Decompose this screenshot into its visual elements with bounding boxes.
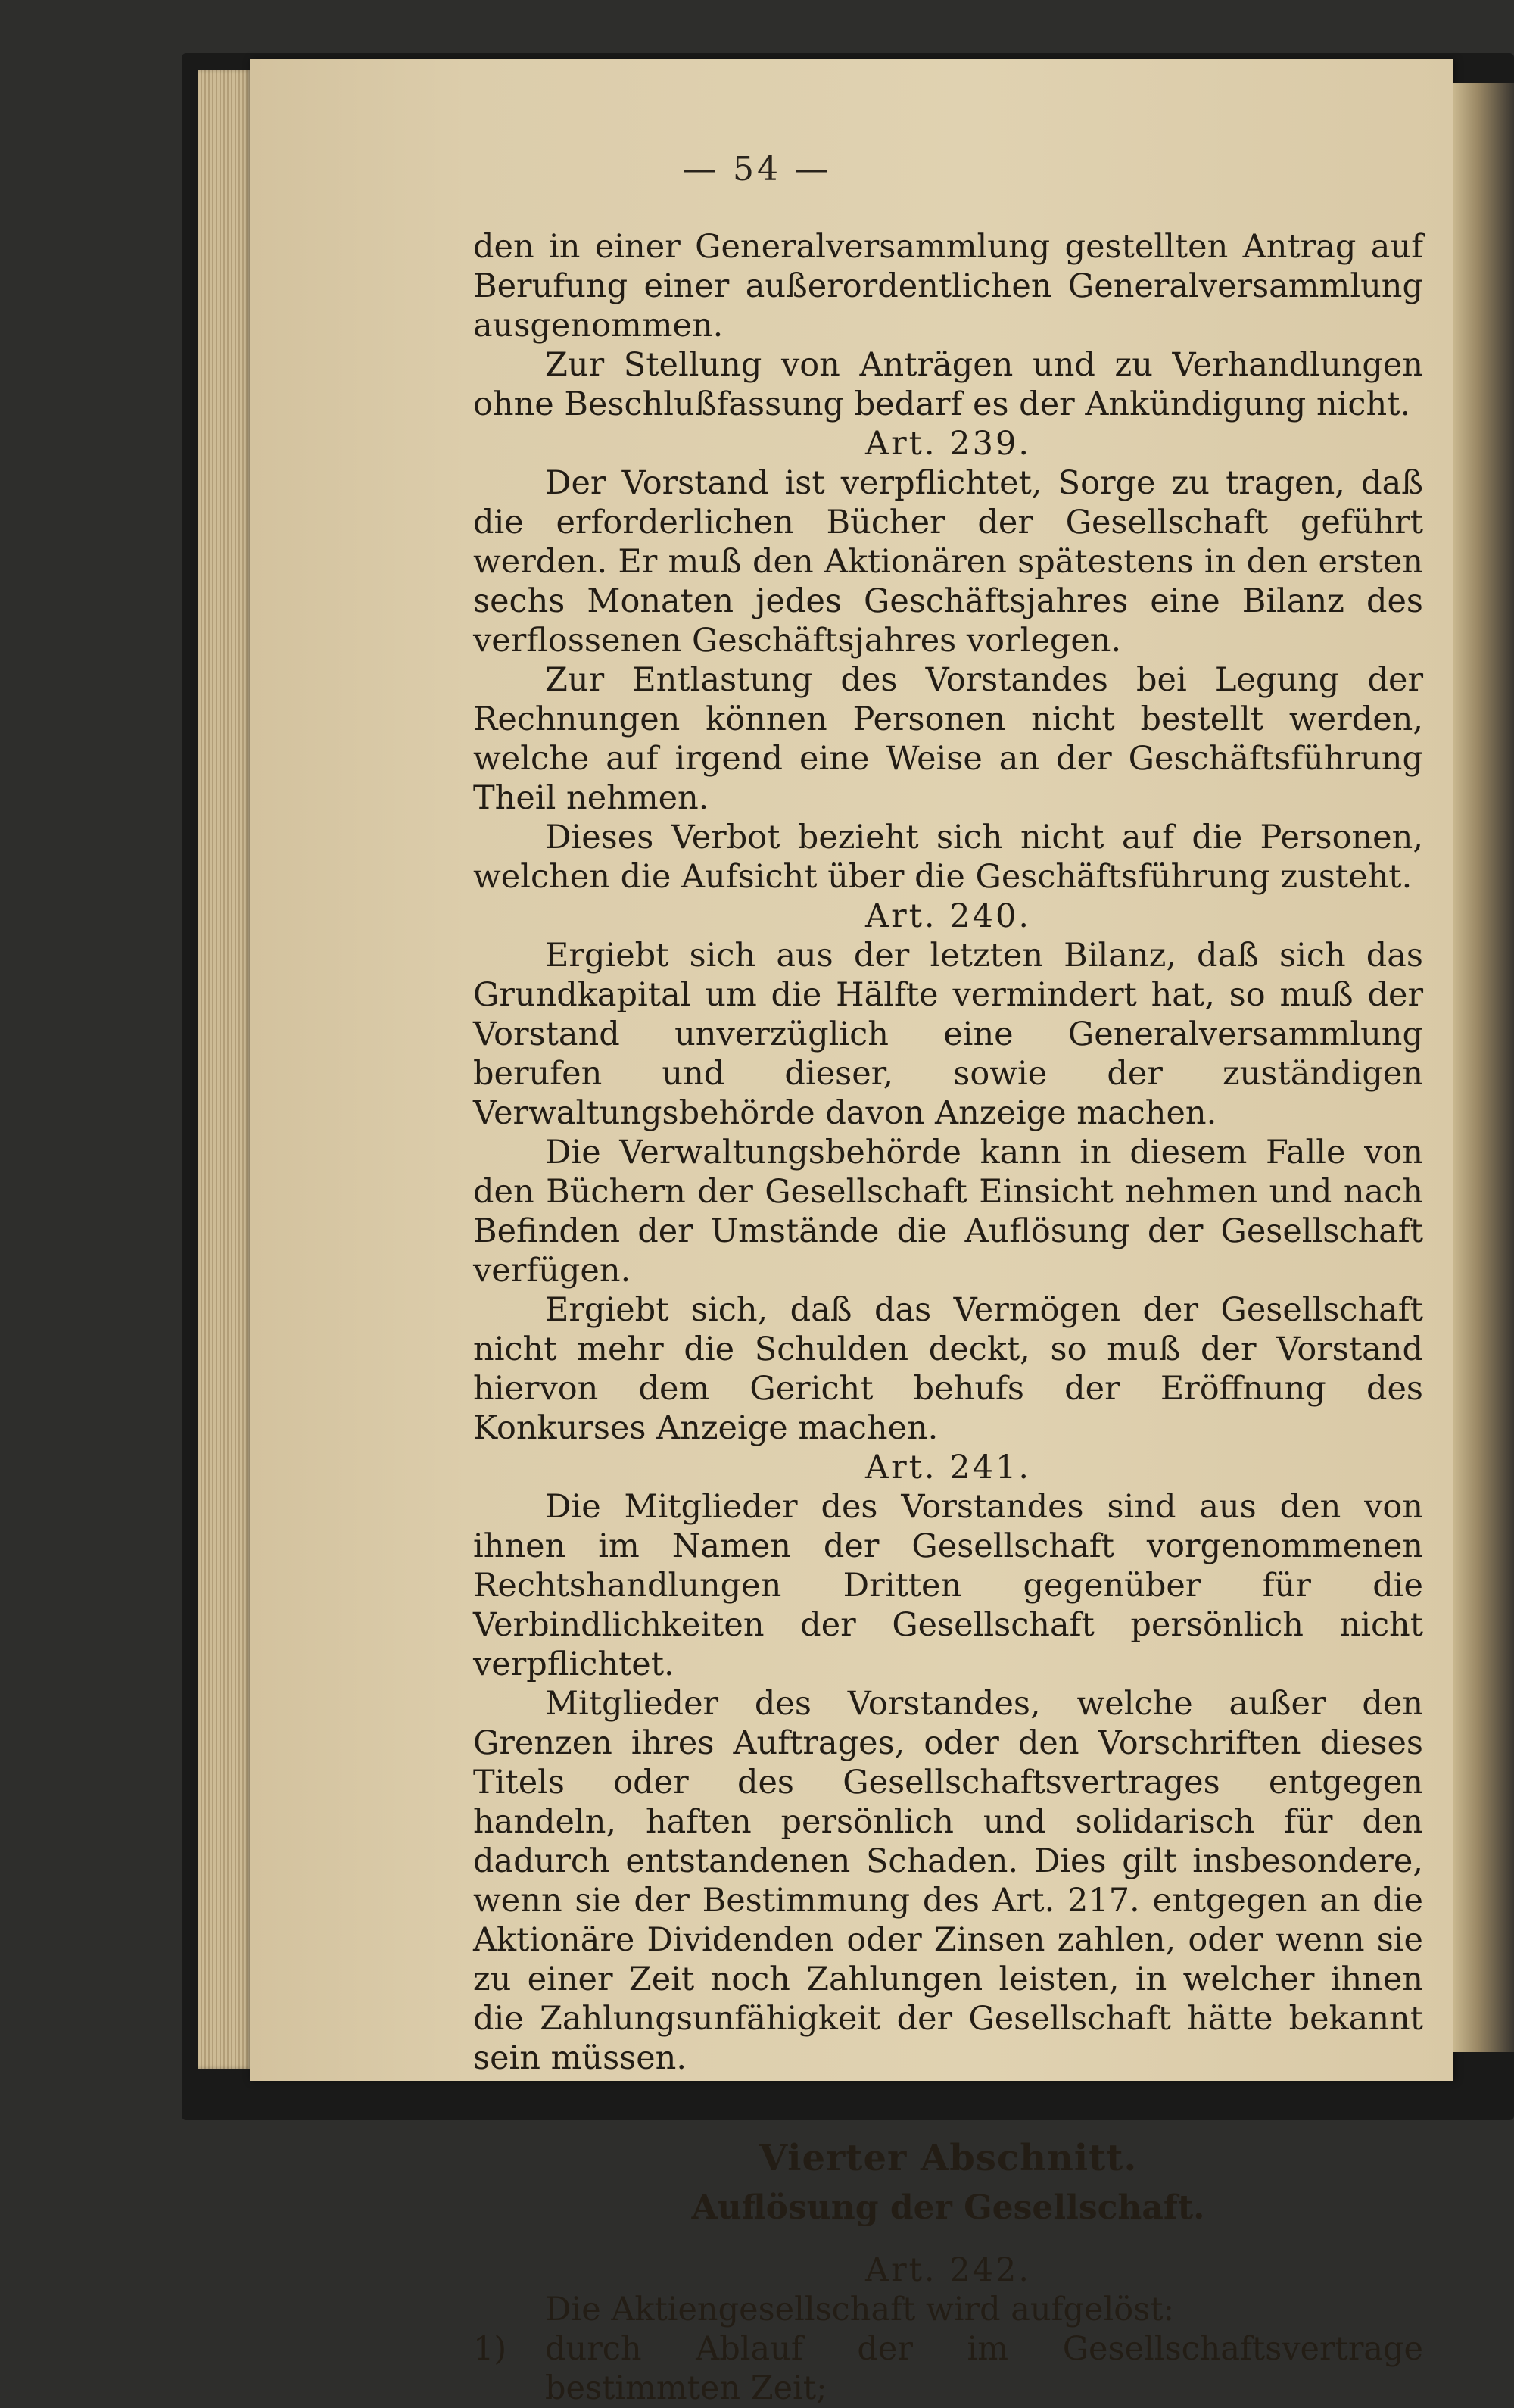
list-item-text: durch Ablauf der im Gesellschaftsvertrage bestimmten Zeit; xyxy=(545,2330,1423,2407)
paragraph: Die Aktiengesellschaft wird aufgelöst: xyxy=(545,2291,1174,2328)
paragraph: Zur Stellung von Anträgen und zu Verhandlungen ohne Beschlußfassung bedarf es der Ankündigung nicht. xyxy=(473,346,1423,423)
paragraph: Zur Entlastung des Vorstandes bei Legung der Rechnungen können Personen nicht bestellt werden, welche auf irgend eine Weise an der Geschäftsführung Theil nehmen. xyxy=(473,661,1423,817)
paragraph: Dieses Verbot bezieht sich nicht auf die Personen, welchen die Aufsicht über die Geschäftsführung zusteht. xyxy=(473,819,1423,896)
paragraph: Mitglieder des Vorstandes, welche außer den Grenzen ihres Auftrages, oder den Vorschriften dieses Titels oder des Gesellschaftsvertrages entgegen handeln, haften persönlich und solidarisch für den dadurch entstandenen Schaden. Dies gilt insbesondere, wenn sie der Bestimmung des Art. 217. entgegen an die Aktionäre Dividenden oder Zinsen zahlen, oder wenn sie zu einer Zeit noch Zahlungen leisten, in welcher ihnen die Zahlungsunfähigkeit der Gesellschaft hätte bekannt sein müssen. xyxy=(473,1685,1423,2077)
text-block xyxy=(473,227,1423,2408)
page-number: — 54 — xyxy=(683,150,831,189)
section-subtitle: Auflösung der Gesellschaft. xyxy=(691,2188,1205,2227)
paragraph: den in einer Generalversammlung gestellten Antrag auf Berufung einer außerordentlichen Generalversammlung ausgenommen. xyxy=(473,228,1423,345)
list-item-number: 1) xyxy=(473,2330,507,2368)
section-title: Vierter Abschnitt. xyxy=(759,2137,1138,2179)
page-right-edge xyxy=(1453,83,1514,2052)
paragraph: Die Verwaltungsbehörde kann in diesem Falle von den Büchern der Gesellschaft Einsicht nehmen und nach Befinden der Umstände die Auflösung der Gesellschaft verfügen. xyxy=(473,1134,1423,1290)
article-heading: Art. 241. xyxy=(865,1449,1031,1486)
page-edges xyxy=(198,70,251,2069)
paragraph: Der Vorstand ist verpflichtet, Sorge zu tragen, daß die erforderlichen Bücher der Gesellschaft geführt werden. Er muß den Aktionären spätestens in den ersten sechs Monaten jedes Geschäftsjahres eine Bilanz des verflossenen Geschäftsjahres vorlegen. xyxy=(473,464,1423,660)
list-item xyxy=(473,2329,1423,2408)
article-heading: Art. 240. xyxy=(865,897,1031,935)
article-heading: Art. 242. xyxy=(865,2251,1031,2289)
paragraph: Ergiebt sich, daß das Vermögen der Gesellschaft nicht mehr die Schulden deckt, so muß der Vorstand hiervon dem Gericht behufs der Eröffnung des Konkurses Anzeige machen. xyxy=(473,1291,1423,1447)
paragraph: Die Mitglieder des Vorstandes sind aus den von ihnen im Namen der Gesellschaft vorgenommenen Rechtshandlungen Dritten gegenüber für die Verbindlichkeiten der Gesellschaft persönlich nicht verpflichtet. xyxy=(473,1488,1423,1683)
paragraph: Ergiebt sich aus der letzten Bilanz, daß sich das Grundkapital um die Hälfte vermindert hat, so muß der Vorstand unverzüglich eine Generalversammlung berufen und dieser, sowie der zuständigen Verwaltungsbehörde davon Anzeige machen. xyxy=(473,937,1423,1132)
article-heading: Art. 239. xyxy=(865,425,1031,463)
